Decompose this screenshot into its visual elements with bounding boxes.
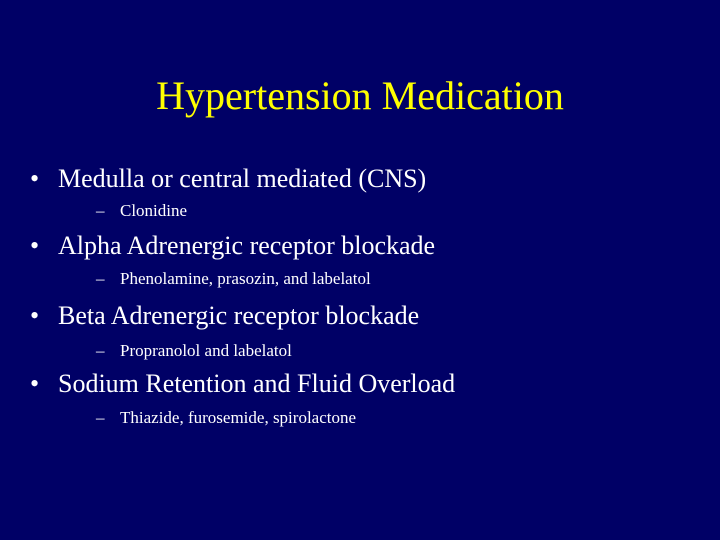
bullet-item (30, 163, 426, 195)
sub-bullet-item (96, 268, 371, 290)
bullet-text: Beta Adrenergic receptor blockade (58, 301, 420, 330)
sub-bullet-marker: – (96, 201, 105, 220)
bullet-item (30, 300, 419, 332)
slide-title: Hypertension Medication (156, 73, 564, 118)
sub-bullet-item (96, 340, 292, 362)
bullet-item (30, 230, 435, 262)
sub-bullet-marker: – (96, 269, 105, 288)
bullet-marker: • (30, 369, 40, 398)
bullet-marker: • (30, 301, 40, 330)
sub-bullet-marker: – (96, 408, 105, 427)
sub-bullet-text: Phenolamine, prasozin, and labelatol (120, 269, 371, 288)
sub-bullet-marker: – (96, 341, 105, 360)
bullet-text: Sodium Retention and Fluid Overload (58, 369, 456, 398)
bullet-text: Alpha Adrenergic receptor blockade (58, 231, 436, 260)
bullet-marker: • (30, 231, 40, 260)
bullet-marker: • (30, 164, 40, 193)
sub-bullet-text: Clonidine (120, 201, 188, 220)
sub-bullet-item (96, 407, 356, 429)
sub-bullet-text: Thiazide, furosemide, spirolactone (120, 408, 357, 427)
sub-bullet-item (96, 200, 187, 222)
sub-bullet-text: Propranolol and labelatol (120, 341, 292, 360)
bullet-text: Medulla or central mediated (CNS) (58, 164, 427, 193)
bullet-item (30, 368, 455, 400)
